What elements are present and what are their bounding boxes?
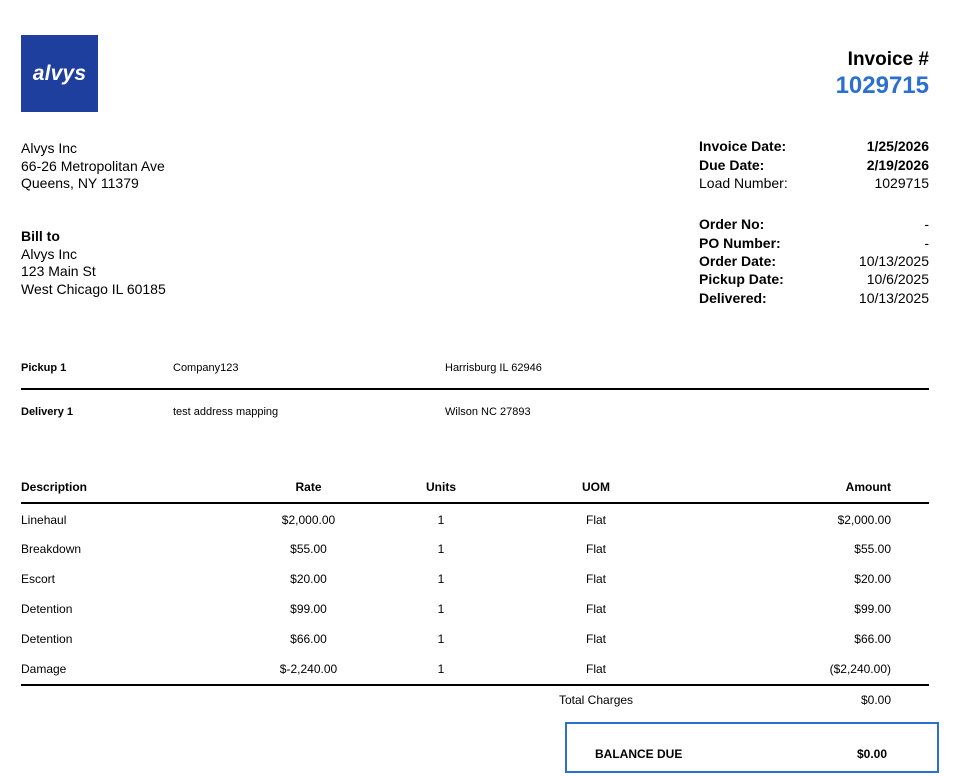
table-row xyxy=(21,662,929,678)
row-uom: Flat xyxy=(585,602,606,616)
order-date-label: Order Date: xyxy=(699,252,777,269)
row-units: 1 xyxy=(437,542,445,556)
company-address xyxy=(21,140,165,193)
header-amount: Amount xyxy=(845,480,891,494)
header-rate: Rate xyxy=(295,480,322,494)
pickup-date-row xyxy=(699,270,929,288)
balance-due-box xyxy=(565,722,939,773)
order-no-row xyxy=(699,215,929,233)
row-uom: Flat xyxy=(585,513,606,527)
stop-divider xyxy=(21,388,929,390)
table-row xyxy=(21,542,929,558)
load-number-row xyxy=(699,174,929,192)
load-number-label: Load Number: xyxy=(699,174,788,191)
row-rate: $2,000.00 xyxy=(281,513,336,527)
row-description: Detention xyxy=(21,602,73,616)
row-description: Damage xyxy=(21,662,67,676)
due-date-label: Due Date: xyxy=(699,156,765,173)
invoice-date-label: Invoice Date: xyxy=(699,138,787,155)
row-units: 1 xyxy=(437,632,445,646)
delivered-row xyxy=(699,289,929,307)
row-uom: Flat xyxy=(585,662,606,676)
row-amount: $99.00 xyxy=(854,602,891,616)
pickup-date-value: 10/6/2025 xyxy=(866,271,929,288)
logo-text: alvys xyxy=(32,61,87,85)
bill-to-name: Alvys Inc xyxy=(21,245,78,262)
row-units: 1 xyxy=(437,662,445,676)
row-units: 1 xyxy=(437,513,445,527)
total-charges-label: Total Charges xyxy=(559,693,634,707)
row-rate: $20.00 xyxy=(290,572,327,586)
header-uom: UOM xyxy=(582,480,610,494)
bill-to-street: 123 Main St xyxy=(21,263,96,279)
row-description: Detention xyxy=(21,632,73,646)
stop-city: Harrisburg IL 62946 xyxy=(445,362,542,374)
order-no-value: - xyxy=(924,216,929,233)
row-description: Linehaul xyxy=(21,513,67,527)
row-description: Escort xyxy=(21,572,56,586)
table-bottom-divider xyxy=(21,684,929,686)
pickup-date-label: Pickup Date: xyxy=(699,271,784,288)
due-date-row xyxy=(699,155,929,173)
bill-to-city: West Chicago IL 60185 xyxy=(21,280,166,297)
stop-company: test address mapping xyxy=(173,406,279,418)
po-number-label: PO Number: xyxy=(699,234,781,251)
invoice-title: Invoice # xyxy=(847,49,929,70)
company-street: 66-26 Metropolitan Ave xyxy=(21,157,165,174)
order-no-label: Order No: xyxy=(699,216,765,233)
balance-due-value: $0.00 xyxy=(856,747,887,761)
invoice-dates xyxy=(699,137,929,192)
row-amount: $66.00 xyxy=(854,632,891,646)
row-rate: $-2,240.00 xyxy=(279,662,338,676)
header-description: Description xyxy=(21,480,88,494)
order-details xyxy=(699,215,929,307)
bill-to-heading: Bill to xyxy=(21,228,60,244)
balance-due-label: BALANCE DUE xyxy=(595,747,683,761)
invoice-date-row xyxy=(699,137,929,155)
total-charges-value: $0.00 xyxy=(860,693,891,707)
company-name: Alvys Inc xyxy=(21,140,78,156)
table-row xyxy=(21,513,929,529)
row-units: 1 xyxy=(437,572,445,586)
due-date-value: 2/19/2026 xyxy=(866,156,929,173)
company-city: Queens, NY 11379 xyxy=(21,175,139,191)
po-number-value: - xyxy=(924,234,929,251)
table-row xyxy=(21,632,929,648)
delivered-value: 10/13/2025 xyxy=(858,289,929,306)
row-amount: $2,000.00 xyxy=(837,513,891,527)
table-row xyxy=(21,602,929,618)
row-amount: $20.00 xyxy=(854,572,891,586)
charges-table-header xyxy=(21,480,929,496)
row-uom: Flat xyxy=(585,632,606,646)
table-row xyxy=(21,572,929,588)
order-date-value: 10/13/2025 xyxy=(858,252,929,269)
header-units: Units xyxy=(426,480,456,494)
row-uom: Flat xyxy=(585,542,606,556)
po-number-row xyxy=(699,233,929,251)
load-number-value: 1029715 xyxy=(874,174,929,191)
row-amount: ($2,240.00) xyxy=(829,662,891,676)
stop-company: Company123 xyxy=(173,362,239,374)
row-rate: $66.00 xyxy=(290,632,327,646)
order-date-row xyxy=(699,252,929,270)
row-units: 1 xyxy=(437,602,445,616)
stop-city: Wilson NC 27893 xyxy=(445,406,531,418)
invoice-date-value: 1/25/2026 xyxy=(866,138,929,155)
stop-label: Delivery 1 xyxy=(21,406,73,418)
stop-label: Pickup 1 xyxy=(21,362,67,374)
bill-to-address xyxy=(21,228,166,298)
header-divider xyxy=(21,502,929,504)
row-amount: $55.00 xyxy=(854,542,891,556)
delivered-label: Delivered: xyxy=(699,289,767,306)
invoice-number: 1029715 xyxy=(835,72,929,99)
company-logo xyxy=(21,35,98,112)
row-description: Breakdown xyxy=(21,542,82,556)
row-uom: Flat xyxy=(585,572,606,586)
row-rate: $55.00 xyxy=(290,542,327,556)
row-rate: $99.00 xyxy=(290,602,327,616)
